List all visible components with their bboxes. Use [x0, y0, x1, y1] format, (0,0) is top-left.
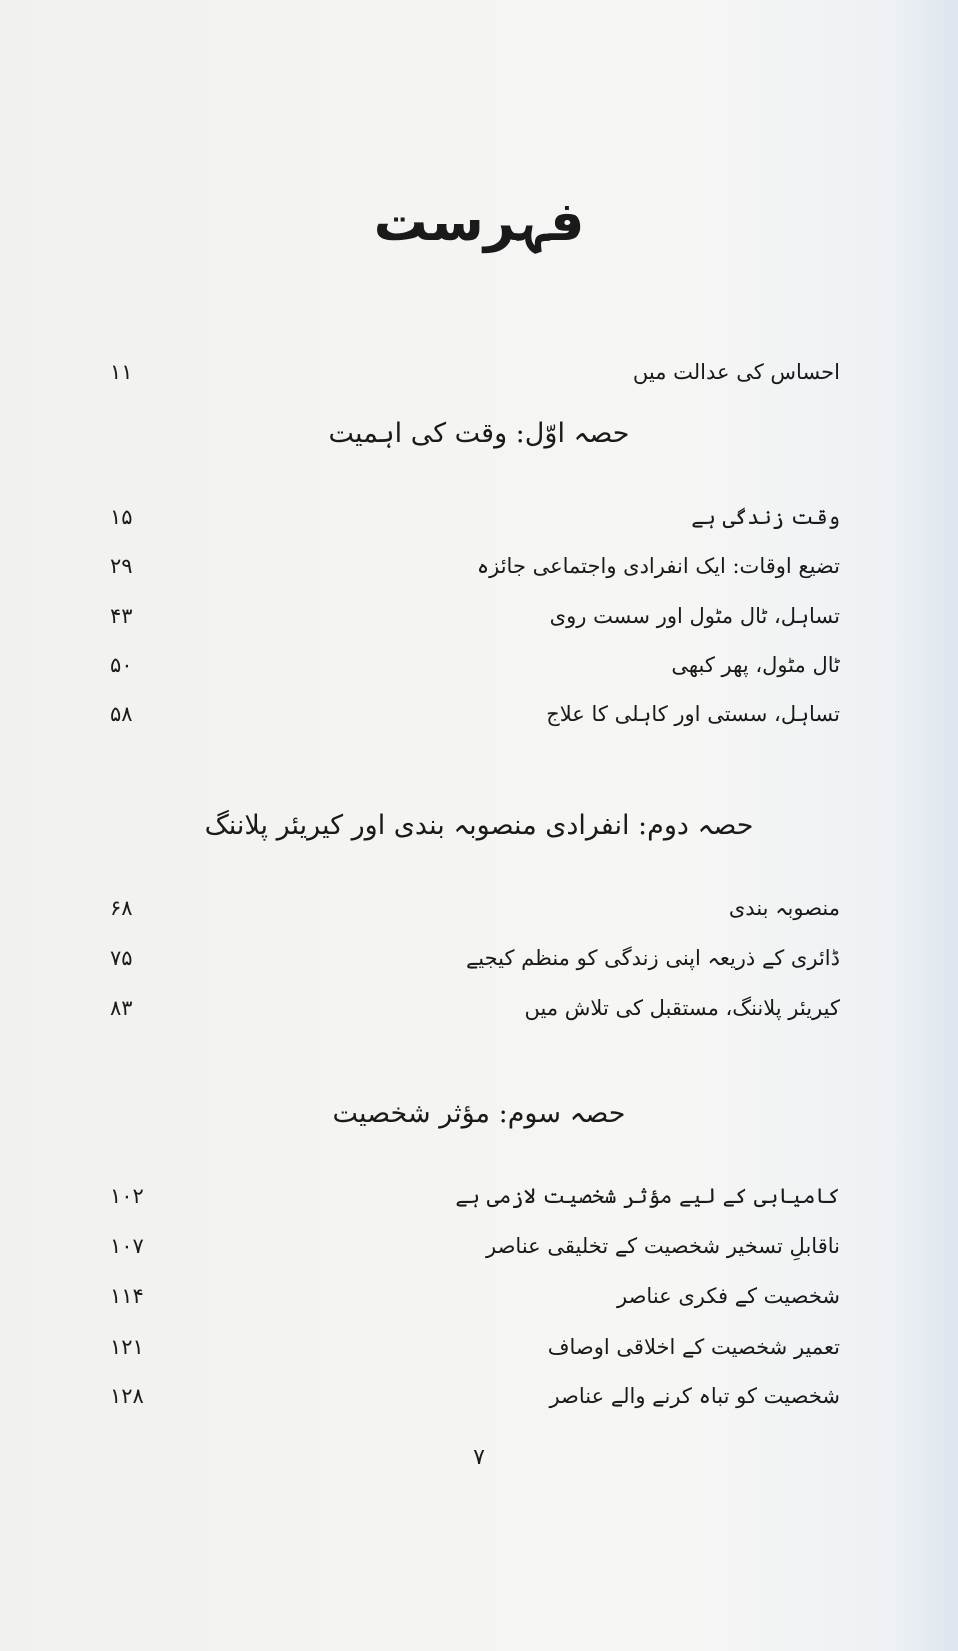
toc-entry — [110, 360, 840, 400]
entry-title: تعمیر شخصیت کے اخلاقی اوصاف — [547, 1335, 840, 1359]
entry-page: ۱۰۲ — [110, 1184, 144, 1208]
entry-title: احساس کی عدالت میں — [632, 360, 840, 384]
entry-title: ڈائری کے ذریعہ اپنی زندگی کو منظم کیجیے — [465, 946, 840, 970]
toc-entry — [110, 1335, 840, 1375]
toc-entry — [110, 554, 840, 594]
section-heading: حصہ دوم: انفرادی منصوبہ بندی اور کیریئر پلاننگ — [204, 810, 754, 841]
toc-entry — [110, 946, 840, 986]
toc-entry — [110, 604, 840, 644]
entry-title: ٹال مٹول، پھر کبھی — [671, 653, 840, 677]
section-heading: حصہ اوّل: وقت کی اہمیت — [328, 418, 630, 449]
entry-title: تضیع اوقات: ایک انفرادی واجتماعی جائزہ — [476, 554, 840, 578]
toc-entry — [110, 505, 840, 545]
toc-entry — [110, 1384, 840, 1424]
section-heading: حصہ سوم: مؤثر شخصیت — [332, 1098, 626, 1129]
entry-title: ناقابلِ تسخیر شخصیت کے تخلیقی عناصر — [486, 1234, 840, 1258]
entry-page: ۵۸ — [110, 702, 133, 726]
toc-entry — [110, 1234, 840, 1274]
entry-page: ۲۹ — [110, 554, 133, 578]
entry-title: وقت زندگی ہے — [691, 505, 840, 529]
entry-page: ۸۳ — [110, 996, 133, 1020]
entry-title: کیریئر پلاننگ، مستقبل کی تلاش میں — [524, 996, 840, 1020]
entry-page: ۷۵ — [110, 946, 133, 970]
entry-page: ۱۰۷ — [110, 1234, 144, 1258]
entry-title: شخصیت کو تباہ کرنے والے عناصر — [549, 1384, 840, 1408]
toc-entry — [110, 996, 840, 1036]
entry-title: تساہل، ٹال مٹول اور سست روی — [549, 604, 840, 628]
entry-title: منصوبہ بندی — [728, 896, 840, 920]
entry-page: ۱۲۸ — [110, 1384, 144, 1408]
entry-page: ۶۸ — [110, 896, 133, 920]
toc-entry — [110, 702, 840, 742]
entry-title: تساہل، سستی اور کاہلی کا علاج — [546, 702, 840, 726]
entry-title: شخصیت کے فکری عناصر — [617, 1284, 840, 1308]
toc-entry — [110, 896, 840, 936]
entry-page: ۱۲۱ — [110, 1335, 144, 1359]
toc-entry — [110, 1184, 840, 1224]
entry-page: ۱۱ — [110, 360, 133, 384]
entry-page: ۴۳ — [110, 604, 133, 628]
entry-title: کامیابی کے لیے مؤثر شخصیت لازمی ہے — [455, 1184, 840, 1208]
toc-entry — [110, 1284, 840, 1324]
entry-page: ۱۱۴ — [110, 1284, 144, 1308]
entry-page: ۵۰ — [110, 653, 133, 677]
page-title: فہرست — [373, 190, 585, 253]
entry-page: ۱۵ — [110, 505, 133, 529]
page-number: ۷ — [473, 1445, 485, 1470]
toc-entry — [110, 653, 840, 693]
